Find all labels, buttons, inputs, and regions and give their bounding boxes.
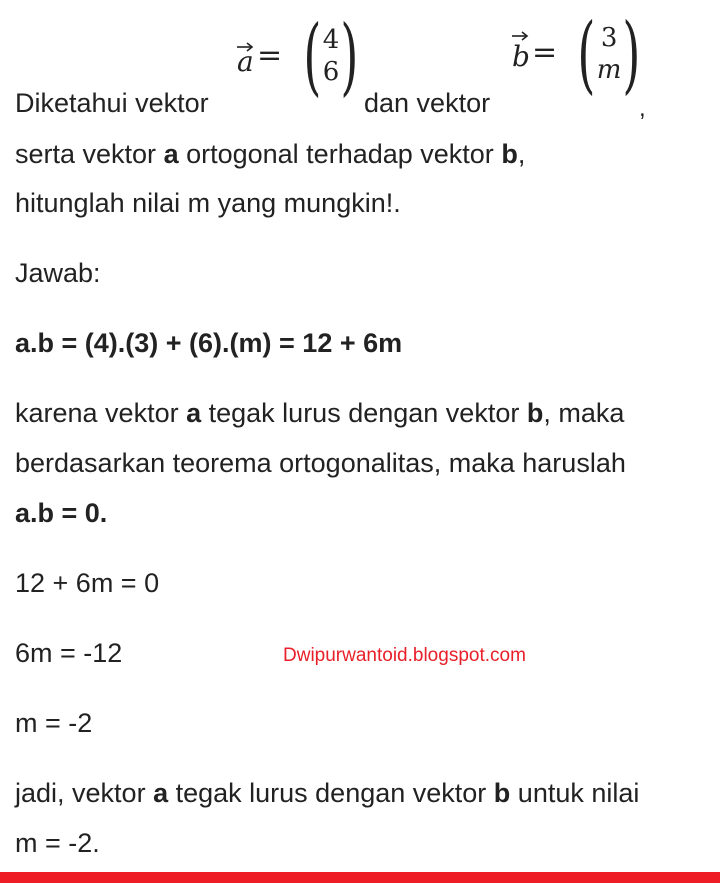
question-line-2: hitunglah nilai m yang mungkin!. xyxy=(15,188,401,218)
vector-arrow-icon xyxy=(508,30,532,70)
vector-a-label xyxy=(233,38,282,73)
reason-line-2: berdasarkan teorema ortogonalitas, maka haruslah xyxy=(15,448,626,478)
watermark-link[interactable]: Dwipurwantoid.blogspot.com xyxy=(283,645,526,666)
left-paren: ( xyxy=(577,5,596,103)
intro-suffix: , xyxy=(639,95,646,122)
orthogonal-condition: a.b = 0. xyxy=(15,498,108,528)
vector-a-equals: = xyxy=(257,38,283,73)
vector-arrow-icon xyxy=(233,39,257,73)
conclusion-line-1: jadi, vektor a tegak lurus dengan vektor b untuk nilai xyxy=(15,778,640,808)
right-paren: ) xyxy=(340,7,359,105)
answer-label: Jawab: xyxy=(15,258,101,288)
svg-text:b: b xyxy=(512,40,530,70)
conclusion-line-2: m = -2. xyxy=(15,828,100,858)
vector-a-bottom: 6 xyxy=(322,57,340,87)
reason-line-1: karena vektor a tegak lurus dengan vektor b, maka xyxy=(15,398,625,428)
vector-a-top: 4 xyxy=(322,25,340,55)
intro-prefix: Diketahui vektor xyxy=(15,88,209,118)
dot-product-equation: a.b = (4).(3) + (6).(m) = 12 + 6m xyxy=(15,328,403,358)
vector-b-equals: = xyxy=(532,35,558,70)
vector-b-bottom: m xyxy=(596,55,622,85)
bottom-accent-bar xyxy=(0,872,720,883)
step-2: 6m = -12 xyxy=(15,638,123,668)
vector-b-matrix xyxy=(570,5,648,103)
step-3: m = -2 xyxy=(15,708,93,738)
svg-text:a: a xyxy=(237,45,254,73)
intro-middle: dan vektor xyxy=(364,88,491,118)
left-paren: ( xyxy=(303,7,322,105)
right-paren: ) xyxy=(622,5,641,103)
question-line-1: serta vektor a ortogonal terhadap vektor b, xyxy=(15,139,526,169)
vector-a-matrix xyxy=(296,7,366,105)
vector-b-top: 3 xyxy=(600,23,618,53)
step-1: 12 + 6m = 0 xyxy=(15,568,160,598)
vector-b-label xyxy=(508,30,557,70)
